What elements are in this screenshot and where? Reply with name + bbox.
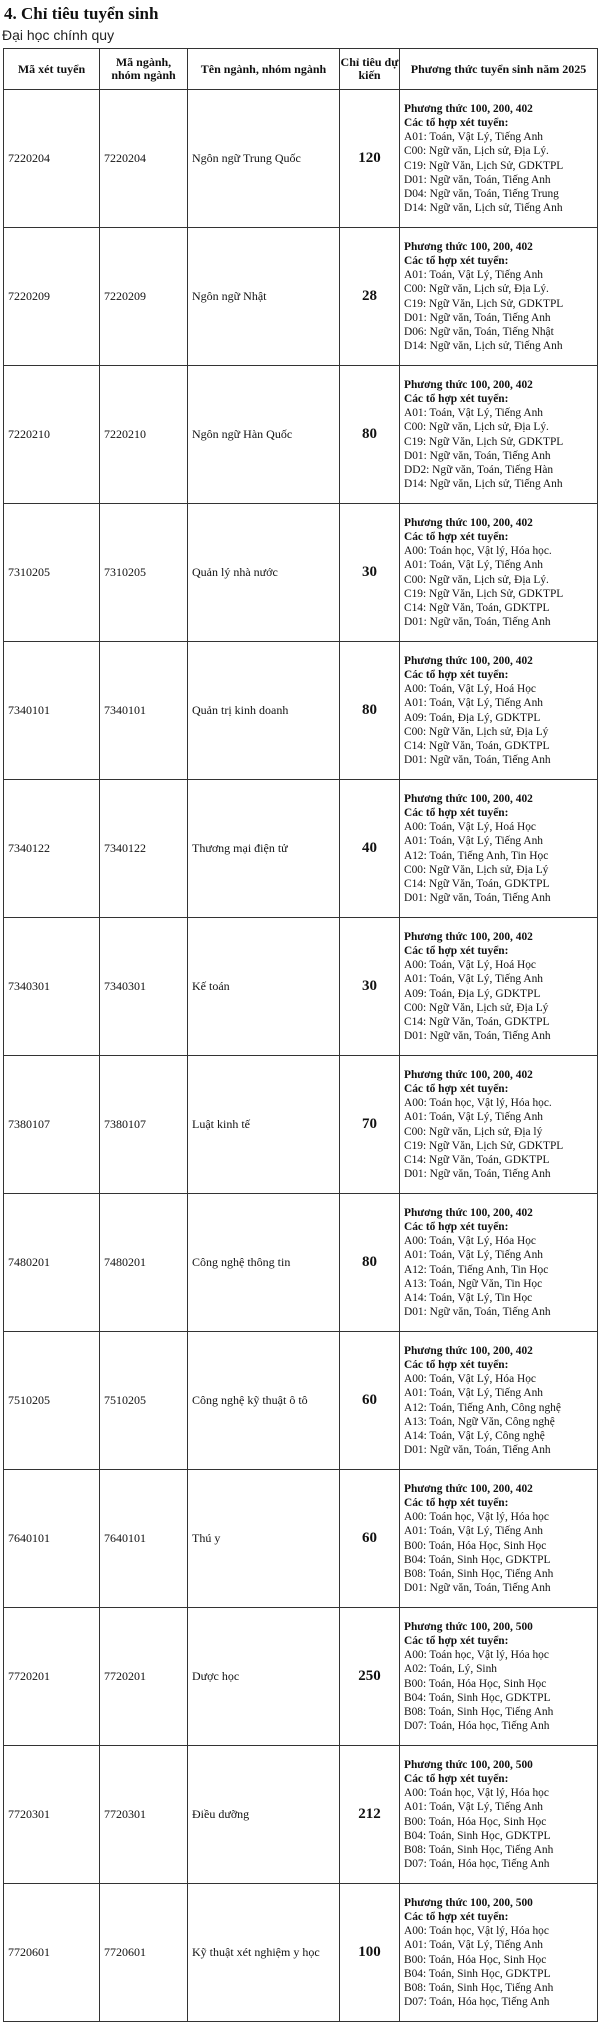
combo-item: C19: Ngữ Văn, Lịch Sử, GDKTPL — [404, 1139, 564, 1152]
combo-item: A01: Toán, Vật Lý, Tiếng Anh — [404, 1249, 543, 1262]
combo-item: B00: Toán, Hóa Học, Sinh Học — [404, 1815, 547, 1828]
combo-item: D01: Ngữ văn, Toán, Tiếng Anh — [404, 1029, 551, 1042]
admission-code-cell: 7220209 — [4, 228, 100, 366]
combo-item: A00: Toán, Vật Lý, Hóa Học — [404, 1373, 536, 1386]
quota-cell: 60 — [340, 1332, 400, 1470]
combo-item: D01: Ngữ văn, Toán, Tiếng Anh — [404, 311, 551, 324]
combo-item: D01: Ngữ văn, Toán, Tiếng Anh — [404, 891, 551, 904]
major-code-cell: 7510205 — [100, 1332, 188, 1470]
method-heading: Phương thức 100, 200, 500 — [404, 1897, 533, 1910]
method-cell — [400, 1194, 598, 1332]
method-cell — [400, 1884, 598, 2022]
header-major-name: Tên ngành, nhóm ngành — [188, 49, 340, 90]
admission-code-cell: 7720601 — [4, 1884, 100, 2022]
combo-item: A01: Toán, Vật Lý, Tiếng Anh — [404, 1801, 543, 1814]
table-row — [4, 642, 598, 780]
method-heading: Phương thức 100, 200, 402 — [404, 103, 533, 116]
combo-item: D01: Ngữ văn, Toán, Tiếng Anh — [404, 1581, 551, 1594]
header-major-code: Mã ngành, nhóm ngành — [100, 49, 188, 90]
method-cell — [400, 1056, 598, 1194]
combo-item: C19: Ngữ Văn, Lịch Sử, GDKTPL — [404, 587, 564, 600]
table-header-row — [4, 49, 598, 90]
combo-label: Các tổ hợp xét tuyển: — [404, 945, 509, 958]
method-cell — [400, 366, 598, 504]
combo-item: C19: Ngữ Văn, Lịch Sử, GDKTPL — [404, 297, 564, 310]
combo-item: A01: Toán, Vật Lý, Tiếng Anh — [404, 973, 543, 986]
combo-item: A09: Toán, Địa Lý, GDKTPL — [404, 711, 541, 724]
combo-item: D01: Ngữ văn, Toán, Tiếng Anh — [404, 753, 551, 766]
combo-label: Các tổ hợp xét tuyển: — [404, 393, 509, 406]
combo-item: A00: Toán học, Vật lý, Hóa học. — [404, 1097, 552, 1110]
combo-item: A01: Toán, Vật Lý, Tiếng Anh — [404, 559, 543, 572]
combo-item: B08: Toán, Sinh Học, Tiếng Anh — [404, 1567, 554, 1580]
combo-item: C14: Ngữ Văn, Toán, GDKTPL — [404, 877, 550, 890]
method-heading: Phương thức 100, 200, 402 — [404, 1207, 533, 1220]
quota-cell: 60 — [340, 1470, 400, 1608]
header-method: Phương thức tuyển sinh năm 2025 — [400, 49, 598, 90]
major-name-cell: Kỹ thuật xét nghiệm y học — [188, 1884, 340, 2022]
major-name-cell: Điều dưỡng — [188, 1746, 340, 1884]
major-name-cell: Ngôn ngữ Trung Quốc — [188, 90, 340, 228]
major-name-cell: Quản trị kinh doanh — [188, 642, 340, 780]
method-cell — [400, 1746, 598, 1884]
method-heading: Phương thức 100, 200, 500 — [404, 1621, 533, 1634]
major-code-cell: 7720601 — [100, 1884, 188, 2022]
combo-item: B00: Toán, Hóa Học, Sinh Học — [404, 1677, 547, 1690]
combo-label: Các tổ hợp xét tuyển: — [404, 1635, 509, 1648]
table-row — [4, 366, 598, 504]
quota-cell: 250 — [340, 1608, 400, 1746]
header-admission-code: Mã xét tuyển — [4, 49, 100, 90]
major-code-cell: 7340101 — [100, 642, 188, 780]
admission-code-cell: 7480201 — [4, 1194, 100, 1332]
combo-item: B08: Toán, Sinh Học, Tiếng Anh — [404, 1705, 554, 1718]
combo-item: A01: Toán, Vật Lý, Tiếng Anh — [404, 835, 543, 848]
combo-item: A01: Toán, Vật Lý, Tiếng Anh — [404, 407, 543, 420]
combo-item: C19: Ngữ Văn, Lịch Sử, GDKTPL — [404, 159, 564, 172]
combo-label: Các tổ hợp xét tuyển: — [404, 1773, 509, 1786]
header-quota: Chỉ tiêu dự kiến — [340, 49, 400, 90]
table-row — [4, 90, 598, 228]
admission-code-cell: 7720301 — [4, 1746, 100, 1884]
admission-code-cell: 7640101 — [4, 1470, 100, 1608]
combo-item: A12: Toán, Tiếng Anh, Công nghệ — [404, 1401, 561, 1414]
combo-item: A09: Toán, Địa Lý, GDKTPL — [404, 987, 541, 1000]
major-name-cell: Ngôn ngữ Nhật — [188, 228, 340, 366]
method-cell — [400, 780, 598, 918]
table-row — [4, 504, 598, 642]
method-heading: Phương thức 100, 200, 500 — [404, 1759, 533, 1772]
method-cell — [400, 504, 598, 642]
table-row — [4, 918, 598, 1056]
combo-item: B00: Toán, Hóa Học, Sinh Học — [404, 1539, 547, 1552]
quota-cell: 28 — [340, 228, 400, 366]
quota-cell: 100 — [340, 1884, 400, 2022]
combo-item: A14: Toán, Vật Lý, Công nghệ — [404, 1429, 545, 1442]
combo-item: A01: Toán, Vật Lý, Tiếng Anh — [404, 1525, 543, 1538]
method-heading: Phương thức 100, 200, 402 — [404, 1345, 533, 1358]
major-name-cell: Công nghệ kỹ thuật ô tô — [188, 1332, 340, 1470]
combo-label: Các tổ hợp xét tuyển: — [404, 1497, 509, 1510]
combo-item: A00: Toán học, Vật lý, Hóa học. — [404, 545, 552, 558]
method-heading: Phương thức 100, 200, 402 — [404, 379, 533, 392]
combo-item: D01: Ngữ văn, Toán, Tiếng Anh — [404, 1443, 551, 1456]
combo-item: D07: Toán, Hóa học, Tiếng Anh — [404, 1719, 550, 1732]
combo-item: A02: Toán, Lý, Sinh — [404, 1663, 497, 1676]
combo-item: D07: Toán, Hóa học, Tiếng Anh — [404, 1857, 550, 1870]
combo-label: Các tổ hợp xét tuyển: — [404, 669, 509, 682]
combo-item: A00: Toán học, Vật lý, Hóa học — [404, 1925, 549, 1938]
quota-cell: 30 — [340, 918, 400, 1056]
combo-item: D01: Ngữ văn, Toán, Tiếng Anh — [404, 449, 551, 462]
combo-item: B04: Toán, Sinh Học, GDKTPL — [404, 1829, 551, 1842]
table-row — [4, 780, 598, 918]
combo-item: D14: Ngữ văn, Lịch sử, Tiếng Anh — [404, 339, 563, 352]
major-name-cell: Quản lý nhà nước — [188, 504, 340, 642]
major-name-cell: Thú y — [188, 1470, 340, 1608]
combo-item: A12: Toán, Tiếng Anh, Tin Học — [404, 1263, 549, 1276]
method-cell — [400, 90, 598, 228]
combo-item: B04: Toán, Sinh Học, GDKTPL — [404, 1553, 551, 1566]
combo-item: A00: Toán học, Vật lý, Hóa học — [404, 1511, 549, 1524]
combo-item: A01: Toán, Vật Lý, Tiếng Anh — [404, 1939, 543, 1952]
method-cell — [400, 642, 598, 780]
admission-code-cell: 7340122 — [4, 780, 100, 918]
combo-item: D07: Toán, Hóa học, Tiếng Anh — [404, 1995, 550, 2008]
major-name-cell: Dược học — [188, 1608, 340, 1746]
method-heading: Phương thức 100, 200, 402 — [404, 517, 533, 530]
quota-cell: 70 — [340, 1056, 400, 1194]
combo-item: A14: Toán, Vật Lý, Tin Học — [404, 1291, 533, 1304]
combo-item: D14: Ngữ văn, Lịch sử, Tiếng Anh — [404, 201, 563, 214]
admission-code-cell: 7340301 — [4, 918, 100, 1056]
table-row — [4, 228, 598, 366]
combo-item: D14: Ngữ văn, Lịch sử, Tiếng Anh — [404, 477, 563, 490]
major-code-cell: 7220209 — [100, 228, 188, 366]
combo-item: C00: Ngữ Văn, Lịch sử, Địa Lý — [404, 863, 549, 876]
combo-item: C00: Ngữ văn, Lịch sử, Địa Lý. — [404, 573, 549, 586]
combo-item: C14: Ngữ Văn, Toán, GDKTPL — [404, 1015, 550, 1028]
table-row — [4, 1332, 598, 1470]
combo-label: Các tổ hợp xét tuyển: — [404, 531, 509, 544]
combo-label: Các tổ hợp xét tuyển: — [404, 1911, 509, 1924]
major-code-cell: 7720201 — [100, 1608, 188, 1746]
sub-title: Đại học chính quy — [2, 27, 115, 43]
major-code-cell: 7380107 — [100, 1056, 188, 1194]
table-row — [4, 1056, 598, 1194]
major-name-cell: Công nghệ thông tin — [188, 1194, 340, 1332]
combo-label: Các tổ hợp xét tuyển: — [404, 117, 509, 130]
combo-item: B04: Toán, Sinh Học, GDKTPL — [404, 1967, 551, 1980]
combo-item: C00: Ngữ Văn, Lịch sử, Địa Lý — [404, 725, 549, 738]
combo-item: A12: Toán, Tiếng Anh, Tin Học — [404, 849, 549, 862]
quota-cell: 30 — [340, 504, 400, 642]
combo-item: A00: Toán, Vật Lý, Hoá Học — [404, 683, 536, 696]
combo-item: DD2: Ngữ văn, Toán, Tiếng Hàn — [404, 463, 554, 476]
major-code-cell: 7220204 — [100, 90, 188, 228]
method-heading: Phương thức 100, 200, 402 — [404, 241, 533, 254]
method-heading: Phương thức 100, 200, 402 — [404, 793, 533, 806]
admission-code-cell: 7720201 — [4, 1608, 100, 1746]
major-code-cell: 7220210 — [100, 366, 188, 504]
major-code-cell: 7340122 — [100, 780, 188, 918]
combo-item: C00: Ngữ văn, Lịch sử, Địa lý — [404, 1125, 543, 1138]
section-title: 4. Chỉ tiêu tuyển sinh — [4, 4, 159, 23]
combo-label: Các tổ hợp xét tuyển: — [404, 807, 509, 820]
combo-item: C14: Ngữ Văn, Toán, GDKTPL — [404, 1153, 550, 1166]
combo-item: A00: Toán, Vật Lý, Hoá Học — [404, 959, 536, 972]
combo-item: A00: Toán, Vật Lý, Hoá Học — [404, 821, 536, 834]
major-name-cell: Luật kinh tế — [188, 1056, 340, 1194]
combo-item: D01: Ngữ văn, Toán, Tiếng Anh — [404, 615, 551, 628]
admission-code-cell: 7220210 — [4, 366, 100, 504]
combo-item: A01: Toán, Vật Lý, Tiếng Anh — [404, 1111, 543, 1124]
combo-item: B04: Toán, Sinh Học, GDKTPL — [404, 1691, 551, 1704]
combo-label: Các tổ hợp xét tuyển: — [404, 1359, 509, 1372]
combo-item: A13: Toán, Ngữ Văn, Công nghệ — [404, 1415, 555, 1428]
combo-item: D01: Ngữ văn, Toán, Tiếng Anh — [404, 1305, 551, 1318]
combo-label: Các tổ hợp xét tuyển: — [404, 1083, 509, 1096]
combo-item: C14: Ngữ Văn, Toán, GDKTPL — [404, 601, 550, 614]
admission-code-cell: 7510205 — [4, 1332, 100, 1470]
major-code-cell: 7720301 — [100, 1746, 188, 1884]
quota-cell: 80 — [340, 1194, 400, 1332]
method-heading: Phương thức 100, 200, 402 — [404, 931, 533, 944]
combo-item: C00: Ngữ văn, Lịch sử, Địa Lý. — [404, 421, 549, 434]
combo-item: A00: Toán học, Vật lý, Hóa học — [404, 1787, 549, 1800]
major-code-cell: 7640101 — [100, 1470, 188, 1608]
method-cell — [400, 918, 598, 1056]
major-name-cell: Kế toán — [188, 918, 340, 1056]
admission-code-cell: 7310205 — [4, 504, 100, 642]
table-row — [4, 1884, 598, 2022]
quota-cell: 80 — [340, 366, 400, 504]
admission-code-cell: 7220204 — [4, 90, 100, 228]
method-cell — [400, 228, 598, 366]
combo-item: A01: Toán, Vật Lý, Tiếng Anh — [404, 269, 543, 282]
quota-cell: 40 — [340, 780, 400, 918]
combo-label: Các tổ hợp xét tuyển: — [404, 1221, 509, 1234]
major-code-cell: 7340301 — [100, 918, 188, 1056]
major-code-cell: 7480201 — [100, 1194, 188, 1332]
combo-item: D01: Ngữ văn, Toán, Tiếng Anh — [404, 173, 551, 186]
combo-item: C00: Ngữ Văn, Lịch sử, Địa Lý — [404, 1001, 549, 1014]
table-row — [4, 1194, 598, 1332]
method-cell — [400, 1470, 598, 1608]
major-code-cell: 7310205 — [100, 504, 188, 642]
quota-cell: 80 — [340, 642, 400, 780]
combo-item: C14: Ngữ Văn, Toán, GDKTPL — [404, 739, 550, 752]
combo-item: A01: Toán, Vật Lý, Tiếng Anh — [404, 697, 543, 710]
method-heading: Phương thức 100, 200, 402 — [404, 1483, 533, 1496]
admission-code-cell: 7340101 — [4, 642, 100, 780]
quota-cell: 212 — [340, 1746, 400, 1884]
combo-label: Các tổ hợp xét tuyển: — [404, 255, 509, 268]
combo-item: D04: Ngữ văn, Toán, Tiếng Trung — [404, 187, 559, 200]
combo-item: B00: Toán, Hóa Học, Sinh Học — [404, 1953, 547, 1966]
combo-item: C00: Ngữ văn, Lịch sử, Địa Lý. — [404, 283, 549, 296]
table-row — [4, 1608, 598, 1746]
table-row — [4, 1746, 598, 1884]
combo-item: A00: Toán, Vật Lý, Hóa Học — [404, 1235, 536, 1248]
admission-code-cell: 7380107 — [4, 1056, 100, 1194]
method-cell — [400, 1608, 598, 1746]
major-name-cell: Ngôn ngữ Hàn Quốc — [188, 366, 340, 504]
table-row — [4, 1470, 598, 1608]
table-body — [4, 90, 598, 2022]
combo-item: D06: Ngữ văn, Toán, Tiếng Nhật — [404, 325, 554, 338]
combo-item: C19: Ngữ Văn, Lịch Sử, GDKTPL — [404, 435, 564, 448]
combo-item: A13: Toán, Ngữ Văn, Tin Học — [404, 1277, 543, 1290]
combo-item: B08: Toán, Sinh Học, Tiếng Anh — [404, 1981, 554, 1994]
combo-item: B08: Toán, Sinh Học, Tiếng Anh — [404, 1843, 554, 1856]
method-heading: Phương thức 100, 200, 402 — [404, 655, 533, 668]
major-name-cell: Thương mại điện tử — [188, 780, 340, 918]
combo-item: A01: Toán, Vật Lý, Tiếng Anh — [404, 1387, 543, 1400]
method-heading: Phương thức 100, 200, 402 — [404, 1069, 533, 1082]
combo-item: D01: Ngữ văn, Toán, Tiếng Anh — [404, 1167, 551, 1180]
admission-quota-table — [3, 48, 598, 2022]
combo-item: A01: Toán, Vật Lý, Tiếng Anh — [404, 131, 543, 144]
combo-item: A00: Toán học, Vật lý, Hóa học — [404, 1649, 549, 1662]
quota-cell: 120 — [340, 90, 400, 228]
combo-item: C00: Ngữ văn, Lịch sử, Địa Lý. — [404, 145, 549, 158]
method-cell — [400, 1332, 598, 1470]
